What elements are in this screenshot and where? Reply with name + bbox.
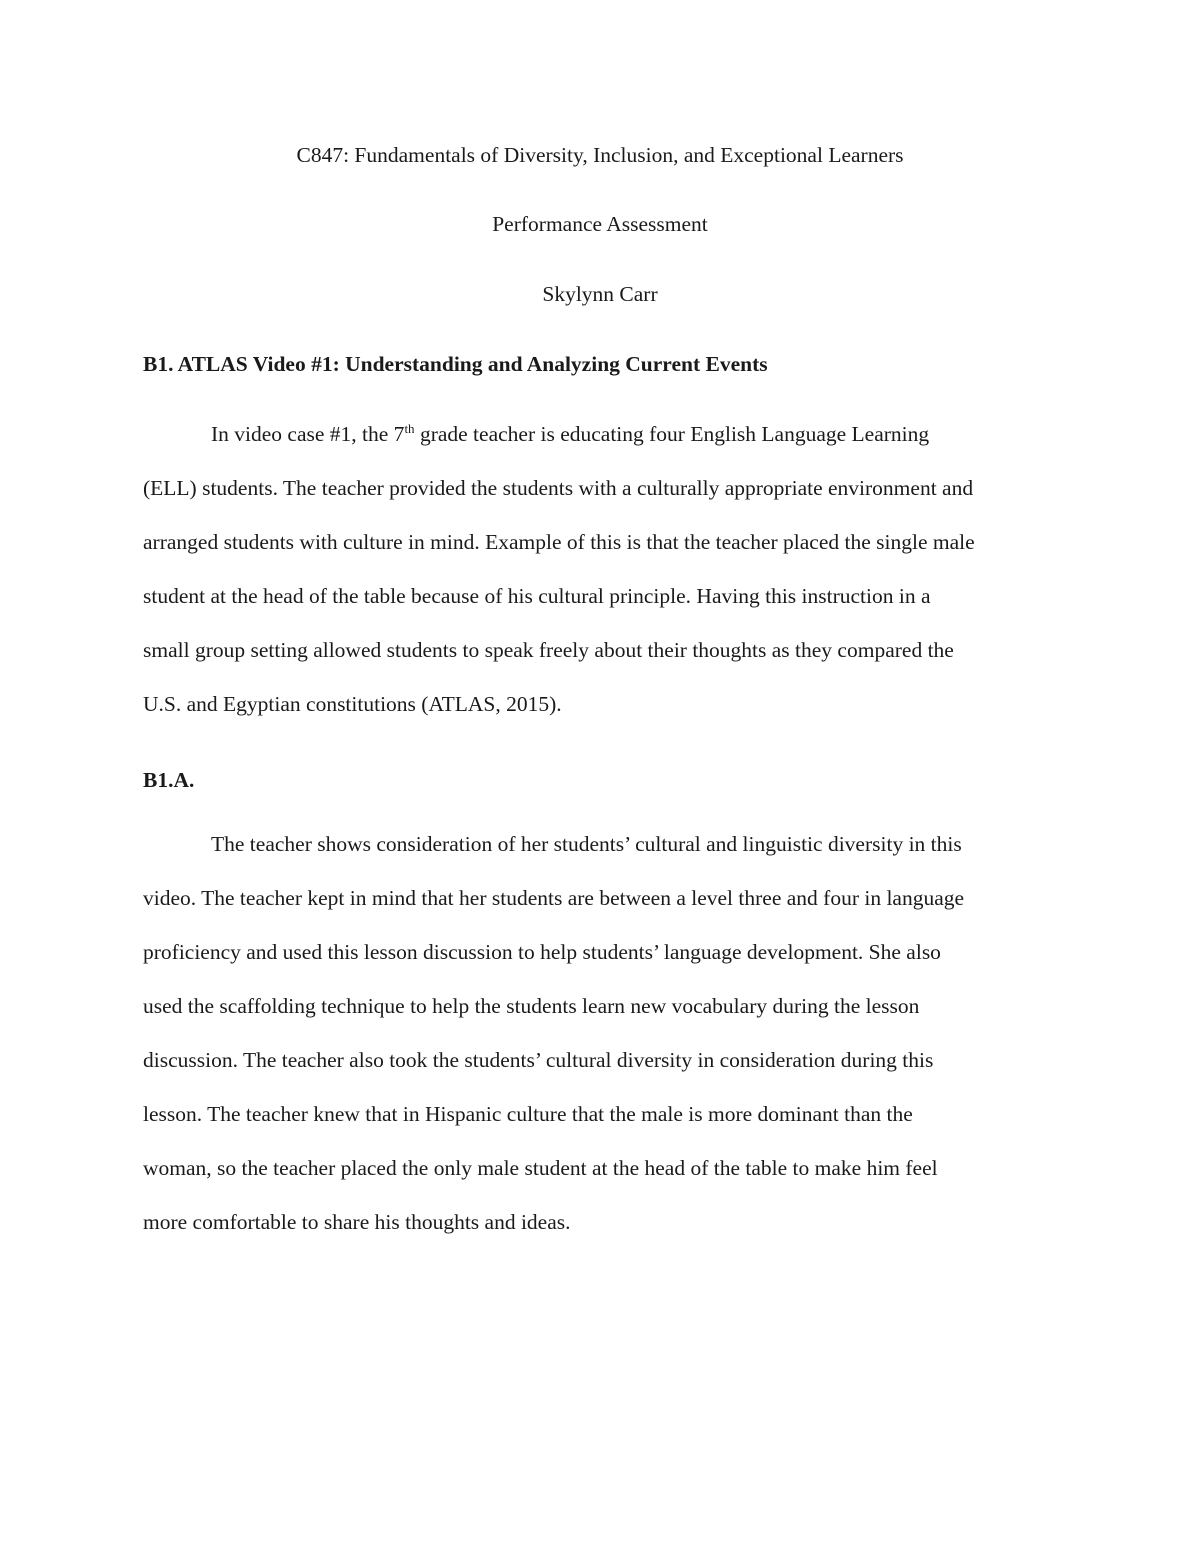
- section-b1a-heading: B1.A.: [143, 768, 195, 792]
- section-b1-line-5: small group setting allowed students to speak freely about their thoughts as they compared the: [143, 638, 954, 662]
- section-b1a-line-3: proficiency and used this lesson discussion to help students’ language development. She also: [143, 940, 941, 964]
- section-b1-heading: B1. ATLAS Video #1: Understanding and Analyzing Current Events: [143, 352, 768, 376]
- section-b1-line-1: [211, 422, 929, 447]
- document-author: Skylynn Carr: [542, 282, 658, 306]
- section-b1a-line-5: discussion. The teacher also took the students’ cultural diversity in consideration during this: [143, 1048, 934, 1072]
- section-b1-line-4: student at the head of the table because of his cultural principle. Having this instruction in a: [143, 584, 931, 608]
- section-b1-line-3: arranged students with culture in mind. Example of this is that the teacher placed the single male: [143, 530, 975, 554]
- section-b1-line-2: (ELL) students. The teacher provided the students with a culturally appropriate environment and: [143, 476, 974, 500]
- section-b1a-line-7: woman, so the teacher placed the only male student at the head of the table to make him feel: [143, 1156, 938, 1180]
- section-b1-line-1-end: grade teacher is educating four English Language Learning: [414, 422, 930, 446]
- section-b1-line-1-start: In video case #1, the 7: [211, 422, 405, 446]
- document-subtitle: Performance Assessment: [492, 212, 708, 236]
- section-b1a-line-2: video. The teacher kept in mind that her students are between a level three and four in language: [143, 886, 965, 910]
- section-b1a-line-4: used the scaffolding technique to help the students learn new vocabulary during the lesson: [143, 994, 920, 1018]
- section-b1a-line-8: more comfortable to share his thoughts and ideas.: [143, 1210, 571, 1234]
- section-b1a-line-6: lesson. The teacher knew that in Hispanic culture that the male is more dominant than the: [143, 1102, 913, 1126]
- section-b1-line-6: U.S. and Egyptian constitutions (ATLAS, 2015).: [143, 692, 562, 716]
- section-b1-superscript: th: [404, 421, 415, 436]
- section-b1a-line-1: The teacher shows consideration of her students’ cultural and linguistic diversity in this: [211, 832, 962, 856]
- document-title: C847: Fundamentals of Diversity, Inclusion, and Exceptional Learners: [296, 143, 904, 167]
